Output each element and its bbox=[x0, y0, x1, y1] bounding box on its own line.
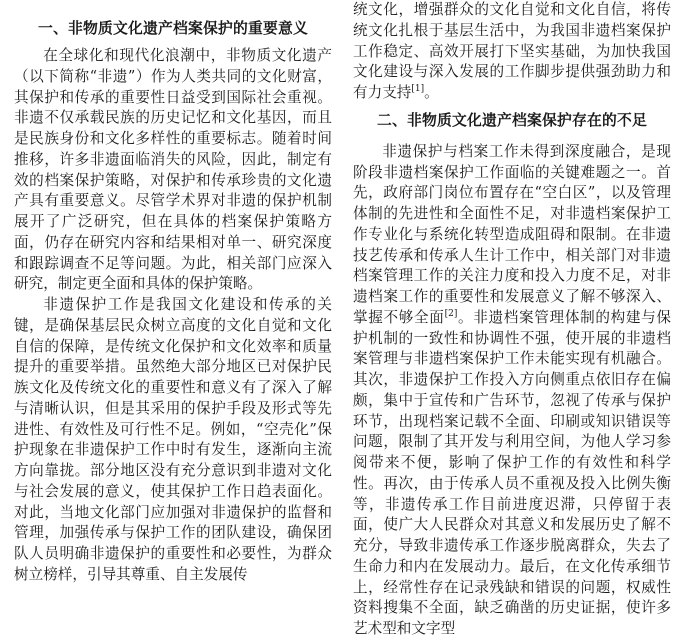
citation-ref: [2] bbox=[444, 308, 458, 319]
paragraph: 在全球化和现代化浪潮中，非物质文化遗产（以下简称“非遗”）作为人类共同的文化财富，其保护和传承的重要性日益受到国际社会重视。非遗不仅承载民族的历史记忆和文化基因，而且是民族身份和文化多样性的重要标志。随着时间推移，许多非遗面临消失的风险，因此，制定有效的档案保护策略，对保护和传承珍贵的文化遗产具有重要意义。尽管学术界对非遗的保护机制展开了广泛研究，但在具体的档案保护策略方面，仍存在研究内容和结果相对单一、研究深度和跟踪调查不足等问题。为此，相关部门应深入研究，制定更全面和具体的保护策略。 bbox=[14, 47, 332, 293]
section-heading-1: 一、非物质文化遗产档案保护的重要意义 bbox=[38, 20, 308, 37]
section-heading-2: 二、非物质文化遗产档案保护存在的不足 bbox=[377, 111, 647, 129]
paragraph bbox=[353, 142, 671, 640]
right-column bbox=[353, 0, 671, 640]
citation-ref: [1] bbox=[411, 84, 425, 95]
paragraph-text: 非遗保护与档案工作未得到深度融合，是现阶段非遗档案保护工作面临的关键难题之一。首先，政府部门岗位布置存在“空白区”，以及管理体制的先进性和全面性不足，对非遗档案保护工作专业化与系统化转型造成阻碍和限制。在非遗技艺传承和传承人生计工作中，相关部门对非遗档案管理工作的关注力度和投入力度不足，对非遗档案工作的重要性和发展意义了解不够深入、掌握不够全面 bbox=[353, 142, 671, 326]
left-column bbox=[14, 0, 332, 586]
paragraph: 非遗保护工作是我国文化建设和传承的关键，是确保基层民众树立高度的文化自觉和文化自信的保障，是传统文化保护和文化效率和质量提升的重要举措。虽然绝大部分地区已对保护民族文化及传统文化的重要性和意义有了深入了解与清晰认识，但是其采用的保护手段及形式等先进性、有效性及可行性不足。例如，“空壳化”保护现象在非遗保护工作中时有发生，逐渐向主流方向靠拢。部分地区没有充分意识到非遗对文化与社会发展的意义，使其保护工作日趋表面化。对此，当地文化部门应加强对非遗保护的监督和管理，加强传承与保护工作的团队建设，确保团队人员明确非遗保护的重要性和必要性，为群众树立榜样，引导其尊重、自主发展传 bbox=[14, 296, 332, 583]
paragraph-continuation bbox=[353, 0, 671, 104]
paragraph-text: 。 bbox=[424, 84, 439, 101]
paragraph-text: 。非遗档案管理体制的构建与保护机制的一致性和协调性不强，使开展的非遗档案管理与非遗档案保护工作未能实现有机融合。其次，非遗保护工作投入方向侧重点依旧存在偏颇，集中于宣传和广告环节，忽视了传承与保护环节，出现档案记载不全面、印刷或知识错误等问题，限制了其开发与利用空间，为他人学习参阅带来不便，影响了保护工作的有效性和科学性。再次，由于传承人员不重视及投入比例失衡等，非遗传承工作目前进度迟滞，只停留于表面，使广大人民群众对其意义和发展历史了解不充分，导致非遗传承工作逐步脱离群众，失去了生命力和内在发展动力。最后，在文化传承细节上，经常性存在记录残缺和错误的问题，权威性资料搜集不全面，缺乏确凿的历史证据，使许多艺术型和文字型 bbox=[353, 308, 671, 637]
paragraph-text: 统文化，增强群众的文化自觉和文化自信，将传统文化扎根于基层生活中，为我国非遗档案保护工作稳定、高效开展打下坚实基础，为加快我国文化建设与深入发展的工作脚步提供强劲助力和有力支持 bbox=[353, 1, 671, 101]
